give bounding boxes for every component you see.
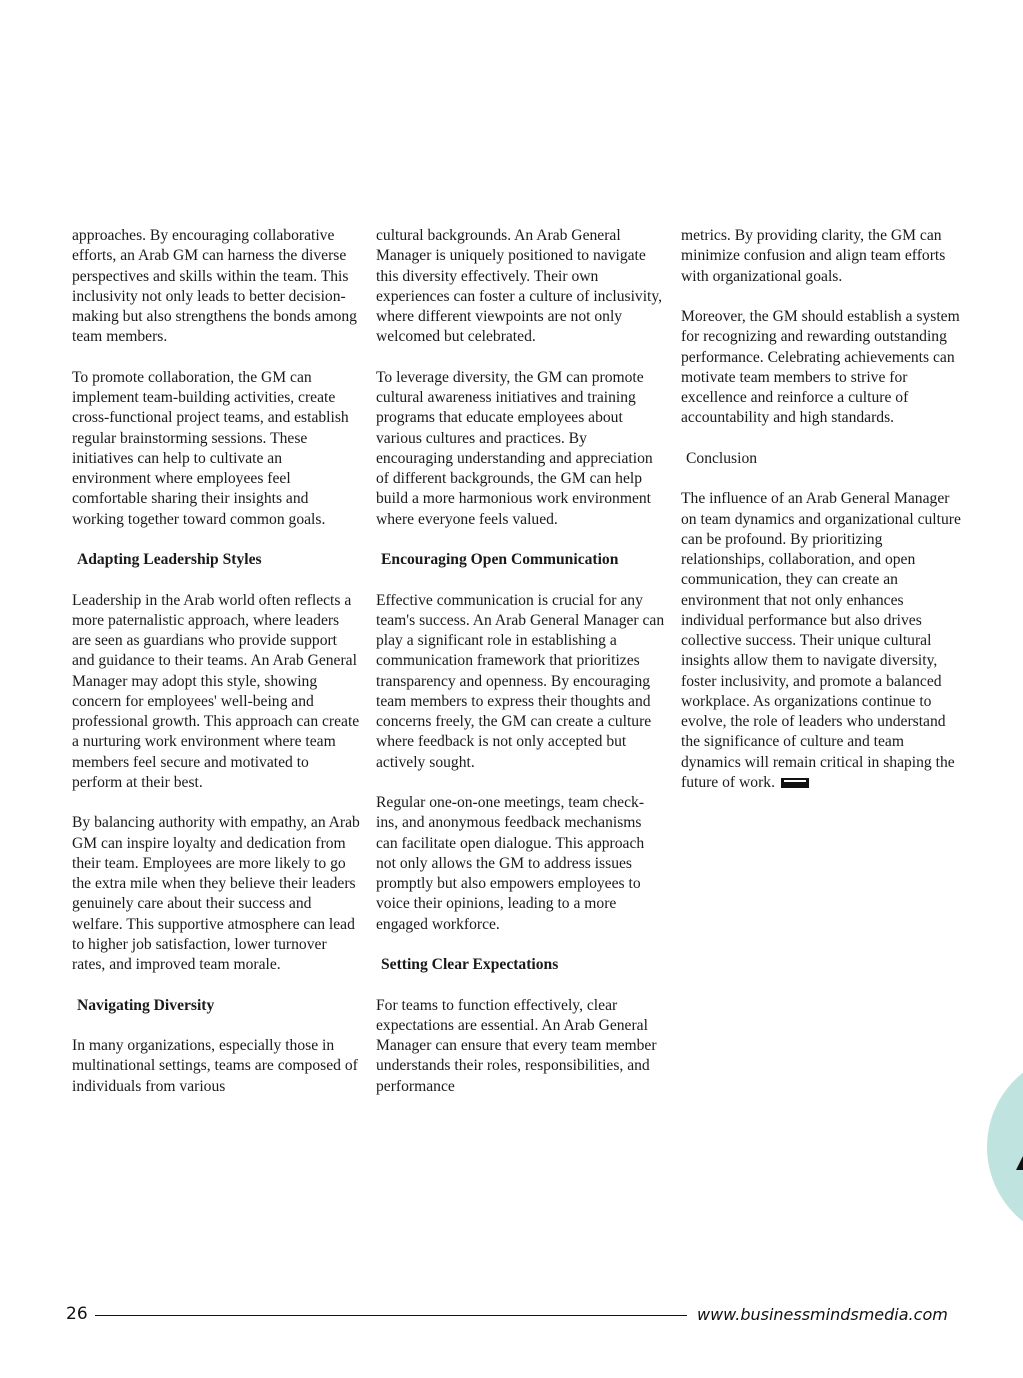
paragraph: To leverage diversity, the GM can promote cultural awareness initiatives and training programs that educate employees about various cultures and practices. By encouraging understanding and appreciation of different backgrounds, the GM can help build a more harmonious work environment where everyone feels valued.	[376, 368, 653, 528]
paragraph: Leadership in the Arab world often reflects a more paternalistic approach, where leaders are seen as guardians who provide support and guidance to their teams. An Arab General Manager may adopt this style, showing concern for employees' well-being and professional growth. This approach can create a nurturing work environment where team members feel secure and motivated to perform at their best.	[72, 591, 360, 791]
section-heading: Navigating Diversity	[77, 996, 215, 1014]
paragraph: cultural backgrounds. An Arab General Manager is uniquely positioned to navigate this diversity effectively. Their own experiences can foster a culture of inclusivity, where different viewpoints are not only welcomed but celebrated.	[376, 227, 663, 346]
paragraph: Regular one-on-one meetings, team check-ins, and anonymous feedback mechanisms can facilitate open dialogue. This approach not only allows the GM to address issues promptly but also empowers employees to voice their opinions, leading to a more engaged workforce.	[376, 794, 645, 933]
article-column-1	[72, 226, 362, 1117]
paragraph: For teams to function effectively, clear expectations are essential. An Arab General Manager can ensure that every team member understands their roles, responsibilities, and performance	[376, 996, 657, 1095]
paragraph: To promote collaboration, the GM can implement team-building activities, create cross-functional project teams, and establish regular brainstorming sessions. These initiatives can help to cultivate an environment where employees feel comfortable sharing their insights and working together toward common goals.	[72, 368, 349, 528]
end-of-article-icon	[781, 778, 809, 788]
paragraph: By balancing authority with empathy, an Arab GM can inspire loyalty and dedication from their team. Employees are more likely to go the extra mile when they believe their leaders genuinely care about their success and welfare. This supportive atmosphere can lead to higher job satisfaction, lower turnover rates, and improved team morale.	[72, 814, 360, 973]
conclusion-paragraph	[681, 489, 966, 793]
article-column-3	[681, 226, 966, 813]
paragraph: approaches. By encouraging collaborative efforts, an Arab GM can harness the diverse perspectives and skills within the team. This inclusivity not only leads to better decision-making but also strengthens the bonds among team members.	[72, 227, 357, 346]
footer-divider	[95, 1315, 687, 1316]
section-heading: Encouraging Open Communication	[381, 551, 619, 568]
decorative-circle	[987, 1052, 1023, 1242]
section-heading: Adapting Leadership Styles	[77, 551, 262, 568]
paragraph: In many organizations, especially those in multinational settings, teams are composed of individuals from various	[72, 1037, 358, 1095]
paragraph: metrics. By providing clarity, the GM can minimize confusion and align team efforts with organizational goals.	[681, 227, 946, 285]
decorative-triangle-icon	[1016, 1154, 1023, 1170]
paragraph-text: The influence of an Arab General Manager on team dynamics and organizational culture can be profound. By prioritizing relationships, collaboration, and open communication, they can create an environment that not only enhances individual performance but also drives collective success. Their unique cultural insights allow them to navigate diversity, foster inclusivity, and promote a balanced workplace. As organizations continue to evolve, the role of leaders who understand the significance of culture and team dynamics will remain critical in shaping the future of work.	[681, 490, 961, 791]
section-heading: Setting Clear Expectations	[381, 956, 559, 973]
paragraph: Moreover, the GM should establish a system for recognizing and rewarding outstanding performance. Celebrating achievements can motivate team members to strive for excellence and reinforce a culture of accountability and high standards.	[681, 308, 960, 427]
page-number: 26	[66, 1304, 88, 1324]
conclusion-heading: Conclusion	[686, 449, 758, 467]
footer-website-url: www.businessmindsmedia.com	[697, 1305, 948, 1324]
article-column-2	[376, 226, 666, 1117]
paragraph: Effective communication is crucial for any team's success. An Arab General Manager can play a significant role in establishing a communication framework that prioritizes transparency and openness. By encouraging team members to express their thoughts and concerns freely, the GM can create a culture where feedback is not only accepted but actively sought.	[376, 591, 665, 771]
